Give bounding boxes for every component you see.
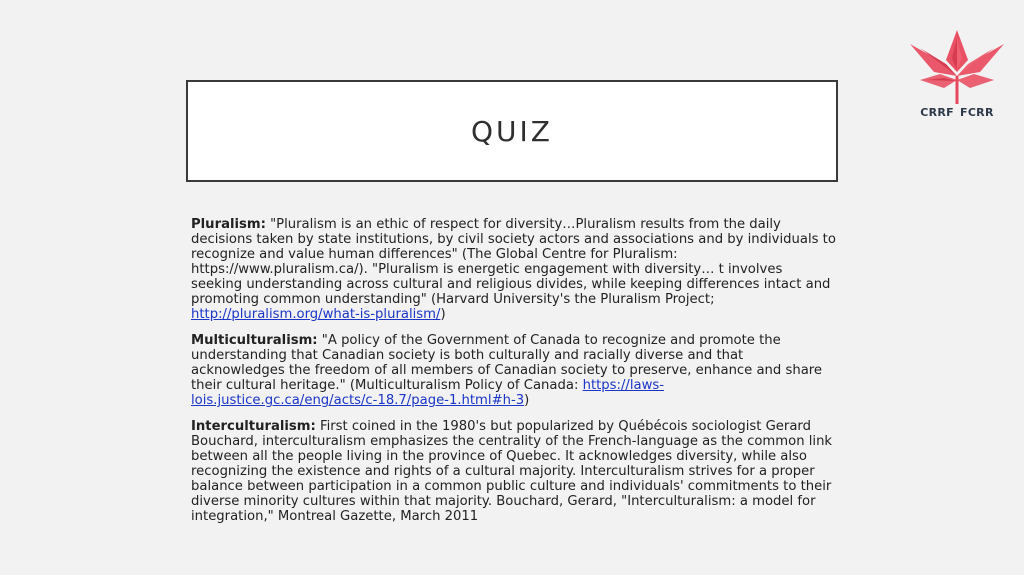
definition-text: "Pluralism is an ethic of respect for diversity…Pluralism results from the daily decisions taken by state institutions, by civil society actors and associations and by individuals to recognize and value human differences" (The Global Centre for Pluralism: https://www.pluralism.ca/). "Pluralism is energetic engagement with diversity… t involves seeking understanding across cultural and religious divides, while keeping differences intact and promoting common understanding" (Harvard University's the Pluralism Project; bbox=[191, 217, 836, 307]
slide-title: QUIZ bbox=[471, 114, 553, 148]
term-label: Interculturalism: bbox=[191, 419, 316, 434]
definition-text-end: ) bbox=[524, 393, 530, 408]
slide-content bbox=[191, 217, 836, 535]
definition-pluralism bbox=[191, 217, 836, 322]
logo-text-fcrr: FCRR bbox=[960, 106, 994, 119]
term-label: Multiculturalism: bbox=[191, 333, 318, 348]
definition-text: "A policy of the Government of Canada to recognize and promote the understanding that Canadian society is both culturally and racially diverse and that acknowledges the freedom of all members of Canadian society to preserve, enhance and share their cultural heritage." (Multiculturalism Policy of Canada: bbox=[191, 333, 823, 393]
definition-interculturalism bbox=[191, 419, 836, 524]
multiculturalism-link[interactable]: https://laws-lois.justice.gc.ca/eng/acts/c-18.7/page-1.html#h-3 bbox=[191, 378, 665, 408]
title-box bbox=[186, 80, 838, 182]
pluralism-link[interactable]: http://pluralism.org/what-is-pluralism/ bbox=[191, 307, 441, 322]
definition-text: First coined in the 1980's but popularized by Québécois sociologist Gerard Bouchard, interculturalism emphasizes the centrality of the French-language as the common link between all the people living in the province of Quebec. It acknowledges diversity, while also recognizing the existence and rights of a cultural majority. Interculturalism strives for a proper balance between participation in a common public culture and individuals' commitments to their diverse minority cultures within that majority. Bouchard, Gerard, "Interculturalism: a model for integration," Montreal Gazette, March 2011 bbox=[191, 419, 833, 524]
definition-text-end: ) bbox=[440, 307, 446, 322]
logo-text bbox=[906, 106, 1008, 119]
logo-text-crrf: CRRF bbox=[920, 106, 954, 119]
definition-multiculturalism bbox=[191, 333, 836, 408]
maple-leaf-icon bbox=[906, 28, 1008, 110]
term-label: Pluralism: bbox=[191, 217, 266, 232]
crrf-logo bbox=[906, 28, 1008, 124]
